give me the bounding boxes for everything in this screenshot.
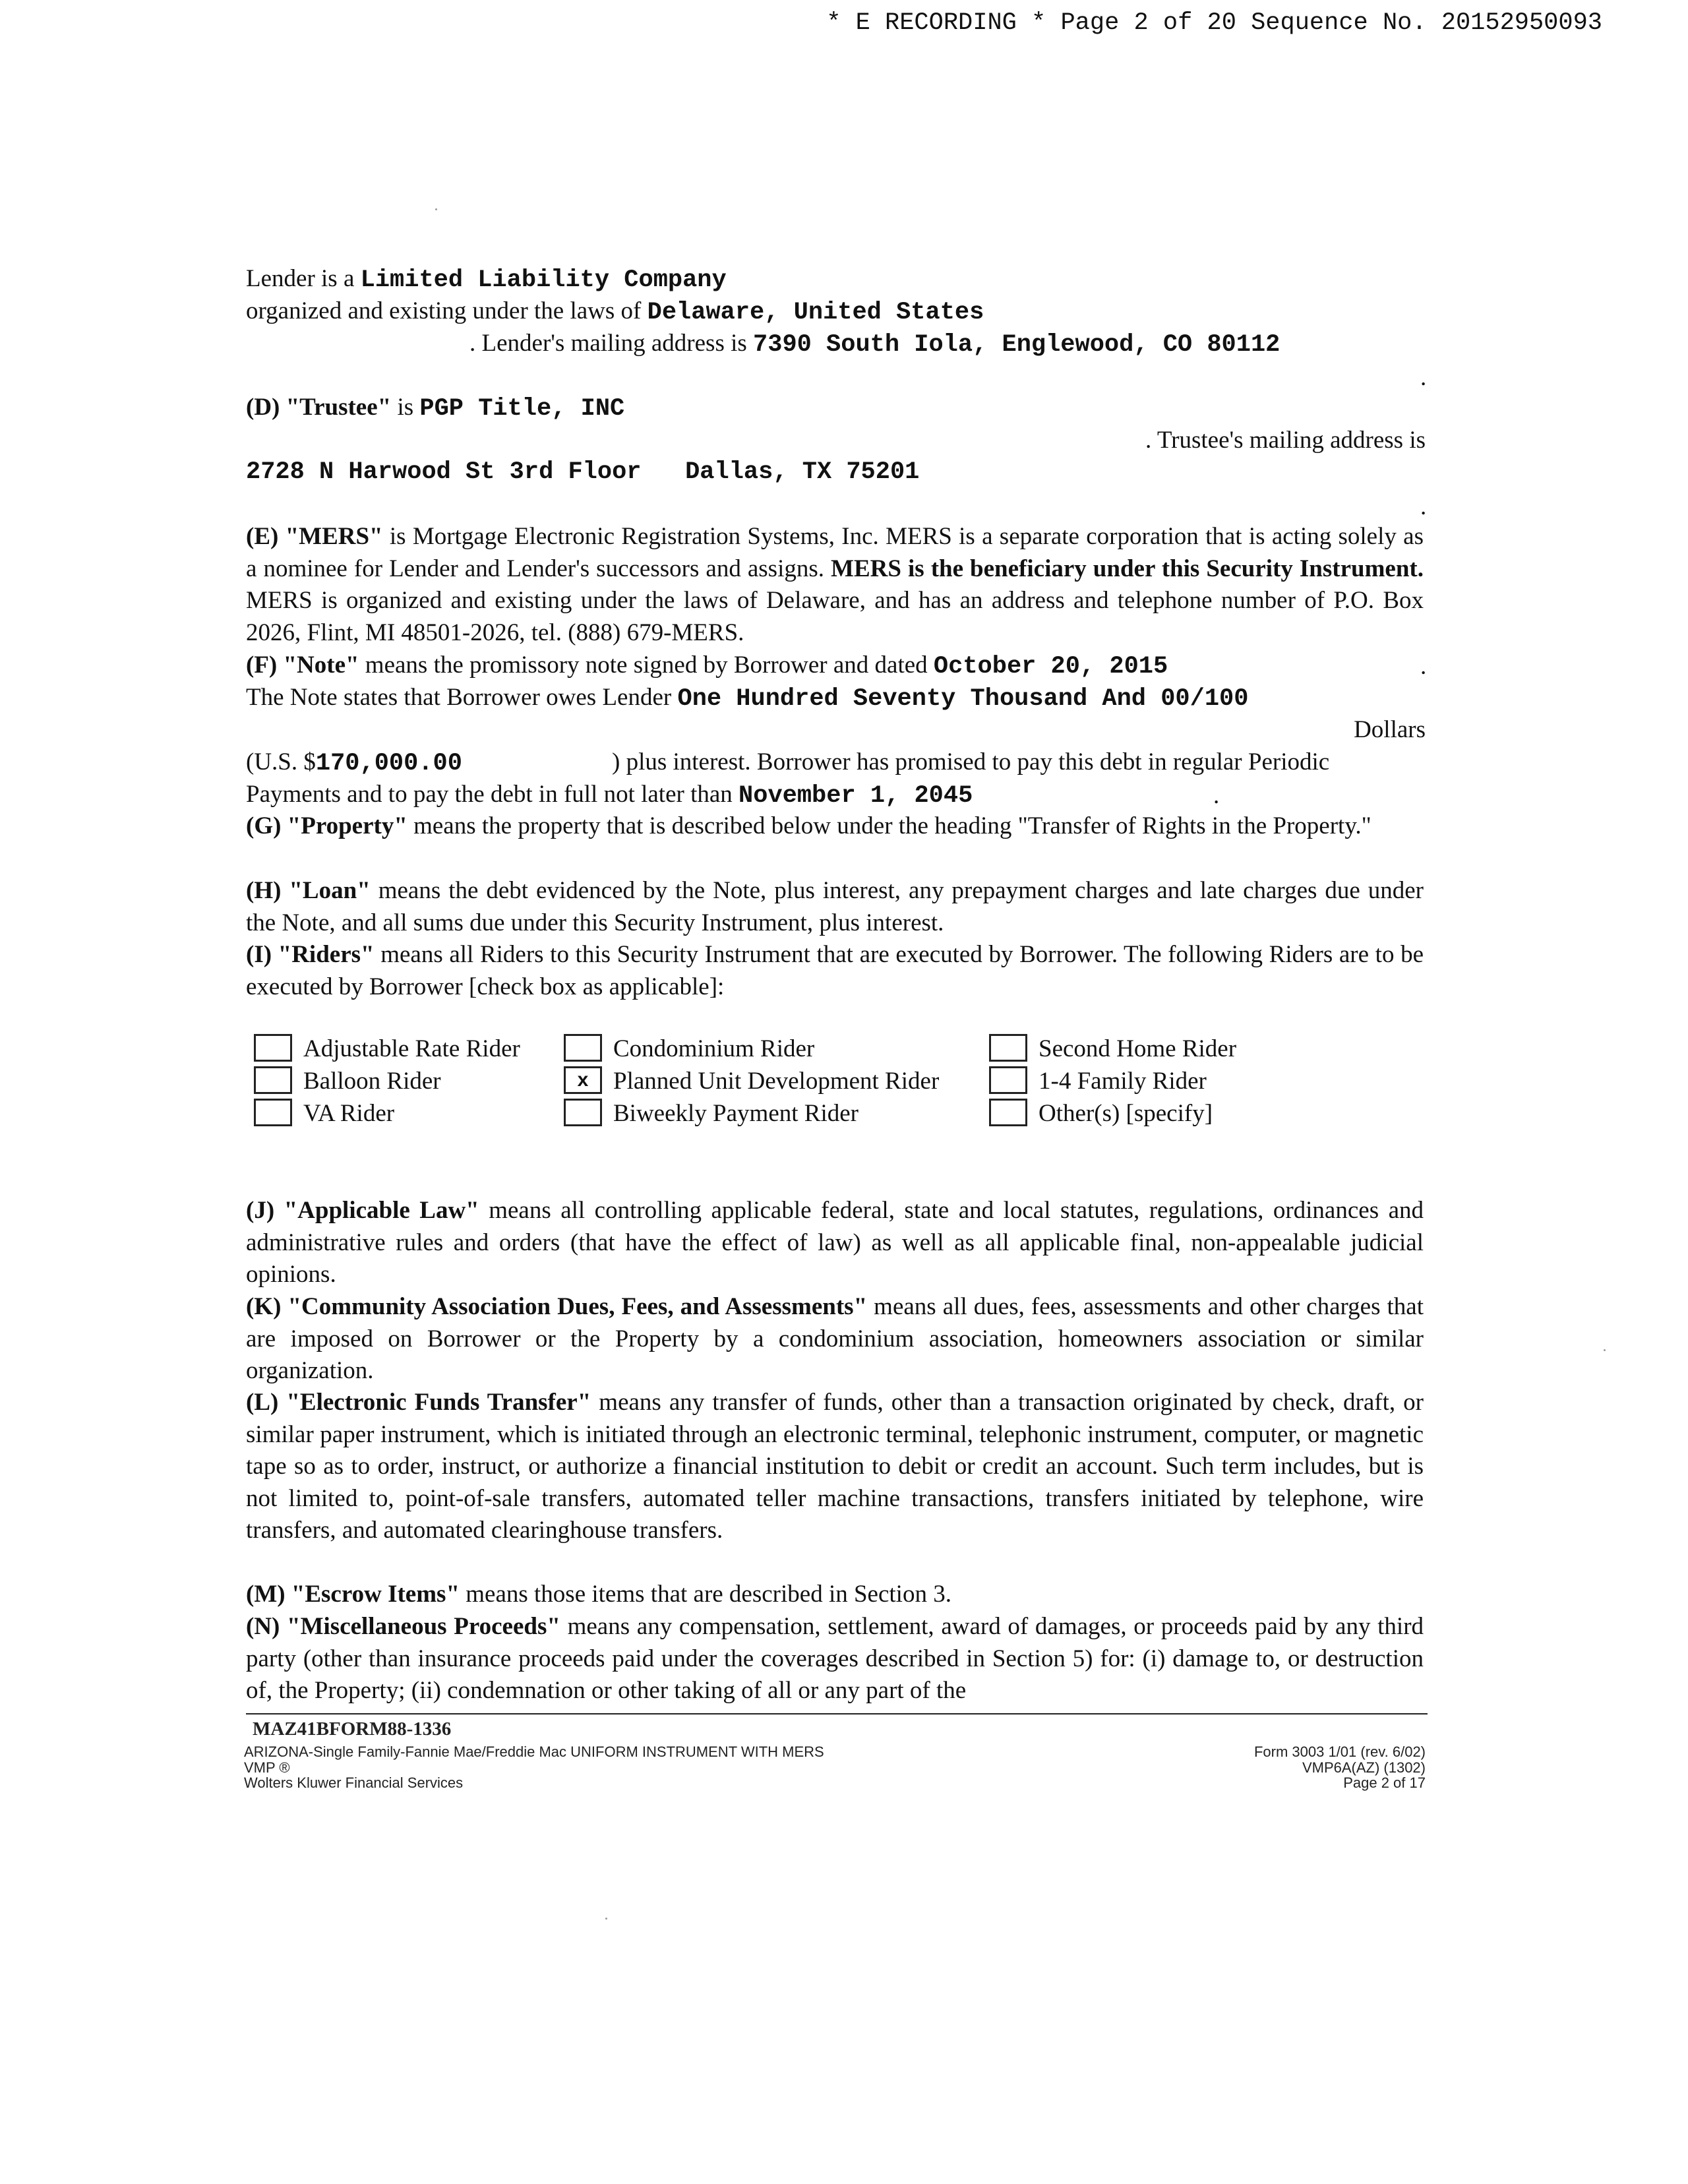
rider-label-condominium: Condominium Rider xyxy=(613,1035,815,1062)
rider-checkbox-second-home[interactable] xyxy=(989,1034,1027,1062)
rider-label-second-home: Second Home Rider xyxy=(1039,1035,1237,1062)
section-i-label: (I) "Riders" xyxy=(246,941,375,968)
section-j-applicable-law xyxy=(246,1195,1424,1291)
footer-form-code: MAZ41BFORM88-1336 xyxy=(253,1718,452,1740)
section-f-dollars: Dollars xyxy=(1354,716,1426,743)
rider-checkbox-biweekly-payment[interactable] xyxy=(564,1099,602,1126)
rider-label-other: Other(s) [specify] xyxy=(1039,1100,1213,1127)
trustee-trailing-dot: . xyxy=(1420,493,1427,520)
trustee-line xyxy=(246,391,624,425)
lender-address: 7390 South Iola, Englewood, CO 80112 xyxy=(753,331,1281,359)
rider-label-balloon: Balloon Rider xyxy=(303,1068,441,1095)
section-m-text: means those items that are described in Section 3. xyxy=(460,1581,951,1608)
rider-checkbox-va[interactable] xyxy=(254,1099,292,1126)
lender-laws-prefix: organized and existing under the laws of xyxy=(246,297,648,324)
section-k-label: (K) "Community Association Dues, Fees, and Assessments" xyxy=(246,1293,868,1320)
section-f-us-prefix: (U.S. $ xyxy=(246,748,316,775)
lender-laws-line xyxy=(246,295,984,329)
section-f-text4: Payments and to pay the debt in full not later than xyxy=(246,781,739,808)
section-f-text1: means the promissory note signed by Borrower and dated xyxy=(359,652,934,679)
section-f-us xyxy=(246,746,462,780)
footer-vmp-code: VMP6A(AZ) (1302) xyxy=(1302,1759,1426,1776)
section-f-dot1: . xyxy=(1420,653,1427,680)
section-i-riders xyxy=(246,939,1424,1003)
section-e-label: (E) "MERS" xyxy=(246,523,383,550)
section-e-bold: MERS is the beneficiary under this Security Instrument. xyxy=(831,555,1424,582)
section-f-line2 xyxy=(246,681,1248,715)
section-f-line4 xyxy=(246,778,973,812)
section-g-text: means the property that is described below under the heading "Transfer of Rights in the Property." xyxy=(407,812,1372,839)
lender-address-line xyxy=(469,327,1280,361)
note-amount-words: One Hundred Seventy Thousand And 00/100 xyxy=(677,685,1249,713)
lender-type: Limited Liability Company xyxy=(360,266,727,294)
rider-label-adjustable-rate: Adjustable Rate Rider xyxy=(303,1035,520,1062)
section-f-text2: The Note states that Borrower owes Lender xyxy=(246,684,678,711)
lender-address-prefix: . Lender's mailing address is xyxy=(469,330,754,357)
rider-checkbox-adjustable-rate[interactable] xyxy=(254,1034,292,1062)
trustee-mailing-text: . Trustee's mailing address is xyxy=(1145,427,1426,454)
section-m-label: (M) "Escrow Items" xyxy=(246,1581,460,1608)
footer-line2: VMP ® xyxy=(244,1759,290,1776)
lender-type-line xyxy=(246,262,727,297)
footer-form-number: Form 3003 1/01 (rev. 6/02) xyxy=(1253,1744,1426,1760)
section-e-text2: MERS is organized and existing under the laws of Delaware, and has an address and telephone number of P.O. Box 2026, Flint, MI 48501-2026, tel. (888) 679-MERS. xyxy=(246,587,1424,646)
section-e-text1: is Mortgage Electronic Registration Systems, Inc. MERS is a separate corporation that is acting solely as a nominee for Lender and Lender's successors and assigns. xyxy=(246,523,1424,582)
section-j-label: (J) "Applicable Law" xyxy=(246,1197,479,1224)
rider-checkbox-planned-unit-development[interactable]: x xyxy=(564,1066,602,1094)
trustee-label: (D) "Trustee" xyxy=(246,394,392,421)
footer-rule xyxy=(246,1713,1428,1714)
section-h-loan xyxy=(246,875,1424,939)
section-l-label: (L) "Electronic Funds Transfer" xyxy=(246,1389,591,1416)
section-l-text: means any transfer of funds, other than a transaction originated by check, draft, or similar paper instrument, which is initiated through an electronic terminal, telephonic instrument, computer, or magnetic tape so as to order, instruct, or authorize a financial institution to debit or credit an account. Such term includes, but is not limited to, point-of-sale transfers, automated teller machine transactions, transfers initiated by telephone, wire transfers, and automated clearinghouse transfers. xyxy=(246,1389,1424,1544)
rider-label-1-4-family: 1-4 Family Rider xyxy=(1039,1068,1207,1095)
section-i-text: means all Riders to this Security Instrument that are executed by Borrower. The following Riders are to be executed by Borrower [check box as applicable]: xyxy=(246,941,1424,1000)
section-n-label: (N) "Miscellaneous Proceeds" xyxy=(246,1613,560,1640)
section-j-text: means all controlling applicable federal, state and local statutes, regulations, ordinances and administrative rules and orders (that have the effect of law) as well as all applicable final, non-appealable judicial opinions. xyxy=(246,1197,1424,1288)
section-g-label: (G) "Property" xyxy=(246,812,407,839)
section-k-community-association xyxy=(246,1291,1424,1387)
section-l-electronic-funds xyxy=(246,1387,1424,1547)
section-f-text3: ) plus interest. Borrower has promised to pay this debt in regular Periodic xyxy=(612,748,1330,775)
trustee-is: is xyxy=(391,394,420,421)
rider-checkbox-other[interactable] xyxy=(989,1099,1027,1126)
section-f-line1 xyxy=(246,649,1168,683)
section-g-property xyxy=(246,810,1424,843)
note-amount: 170,000.00 xyxy=(315,750,462,777)
rider-checkbox-condominium[interactable] xyxy=(564,1034,602,1062)
section-h-label: (H) "Loan" xyxy=(246,877,371,904)
section-f-dot2: . xyxy=(1213,782,1220,809)
scan-speck xyxy=(1604,1349,1606,1351)
rider-checkbox-1-4-family[interactable] xyxy=(989,1066,1027,1094)
trustee-name: PGP Title, INC xyxy=(419,395,625,423)
lender-laws: Delaware, United States xyxy=(647,299,984,326)
section-f-label: (F) "Note" xyxy=(246,652,359,679)
footer-page-number: Page 2 of 17 xyxy=(1343,1774,1426,1791)
section-n-text: means any compensation, settlement, award of damages, or proceeds paid by any third party (other than insurance proceeds paid under the coverages described in Section 5) for: (i) damage to, or destruction of, the Property; (ii) condemnation or other taking of all or any part of the xyxy=(246,1613,1424,1704)
rider-checkbox-balloon[interactable] xyxy=(254,1066,292,1094)
rider-label-planned-unit-development: Planned Unit Development Rider xyxy=(613,1068,940,1095)
rider-label-va: VA Rider xyxy=(303,1100,395,1127)
rider-label-biweekly-payment: Biweekly Payment Rider xyxy=(613,1100,859,1127)
maturity-date: November 1, 2045 xyxy=(738,782,973,810)
recording-header: * E RECORDING * Page 2 of 20 Sequence No. 20152950093 xyxy=(826,9,1602,37)
section-m-escrow-items xyxy=(246,1579,1424,1611)
section-e-mers xyxy=(246,521,1424,649)
section-n-misc-proceeds xyxy=(246,1611,1424,1707)
scan-speck xyxy=(605,1918,607,1920)
trustee-address: 2728 N Harwood St 3rd Floor Dallas, TX 75201 xyxy=(246,458,920,486)
section-h-text: means the debt evidenced by the Note, plus interest, any prepayment charges and late charges due under the Note, and all sums due under this Security Instrument, plus interest. xyxy=(246,877,1424,936)
footer-line3: Wolters Kluwer Financial Services xyxy=(244,1774,464,1791)
footer-line1: ARIZONA-Single Family-Fannie Mae/Freddie Mac UNIFORM INSTRUMENT WITH MERS xyxy=(244,1744,824,1760)
section-k-text: means all dues, fees, assessments and other charges that are imposed on Borrower or the Property by a condominium association, homeowners association or similar organization. xyxy=(246,1293,1424,1384)
lender-trailing-dot: . xyxy=(1420,364,1427,391)
note-date: October 20, 2015 xyxy=(933,653,1168,681)
lender-type-prefix: Lender is a xyxy=(246,265,361,292)
scan-speck xyxy=(435,208,437,210)
